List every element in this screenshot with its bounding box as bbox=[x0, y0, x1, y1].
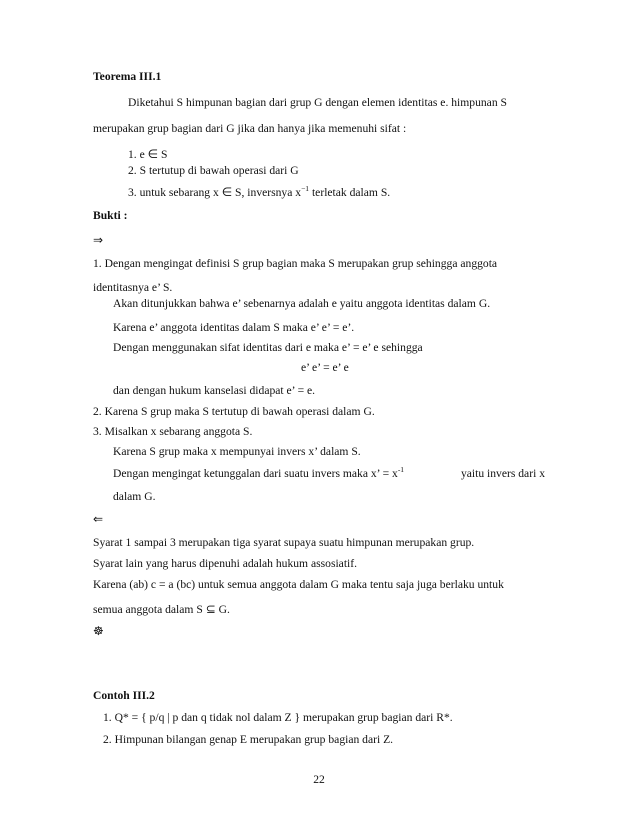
converse-line-1: Syarat 1 sampai 3 merupakan tiga syarat supaya suatu himpunan merupakan grup. bbox=[93, 536, 475, 549]
proof-equation: e’ e’ = e’ e bbox=[301, 361, 349, 374]
proof-step-3b-suffix: yaitu invers dari x bbox=[460, 467, 545, 480]
forward-arrow-icon: ⇒ bbox=[93, 233, 104, 247]
element-of-symbol: ∈ bbox=[221, 185, 233, 199]
condition-2: 2. S tertutup di bawah operasi dari G bbox=[128, 164, 299, 177]
proof-step-3b-text bbox=[113, 467, 404, 481]
condition-3-text: 3. untuk sebarang x bbox=[128, 186, 222, 199]
condition-1-suffix: S bbox=[158, 148, 168, 161]
end-of-proof-icon: ☸ bbox=[93, 624, 104, 638]
proof-step-2: 2. Karena S grup maka S tertutup di bawah operasi dalam G. bbox=[93, 405, 375, 418]
proof-step-1c: Akan ditunjukkan bahwa e’ sebenarnya adalah e yaitu anggota identitas dalam G. bbox=[113, 297, 491, 310]
converse-line-4-suffix: G. bbox=[215, 603, 230, 616]
subset-symbol: ⊆ bbox=[205, 602, 216, 616]
condition-3 bbox=[128, 185, 390, 200]
proof-step-1e: Dengan menggunakan sifat identitas dari e maka e’ = e’ e sehingga bbox=[113, 341, 423, 354]
converse-line-3: Karena (ab) c = a (bc) untuk semua anggota dalam G maka tentu saja juga berlaku untuk bbox=[93, 578, 504, 591]
proof-step-1g: dan dengan hukum kanselasi didapat e’ = e. bbox=[113, 384, 316, 397]
proof-step-1a: 1. Dengan mengingat definisi S grup bagian maka S merupakan grup sehingga anggota bbox=[93, 257, 498, 270]
proof-step-1d: Karena e’ anggota identitas dalam S maka e’ e’ = e’. bbox=[113, 321, 355, 334]
proof-step-3: 3. Misalkan x sebarang anggota S. bbox=[93, 425, 253, 438]
condition-1 bbox=[128, 147, 167, 162]
backward-arrow-icon: ⇐ bbox=[93, 512, 104, 526]
example-item-2: 2. Himpunan bilangan genap E merupakan grup bagian dari Z. bbox=[103, 733, 394, 746]
inverse-exponent: −1 bbox=[301, 184, 310, 193]
example-item-1: 1. Q* = { p/q | p dan q tidak nol dalam Z } merupakan grup bagian dari R*. bbox=[103, 711, 453, 724]
element-of-symbol: ∈ bbox=[147, 147, 159, 161]
condition-1-text: 1. e bbox=[128, 148, 148, 161]
condition-3-suffix: terletak dalam S. bbox=[309, 186, 391, 199]
page-number: 22 bbox=[313, 773, 325, 786]
proof-step-3b bbox=[113, 467, 545, 481]
proof-step-3a: Karena S grup maka x mempunyai invers x’ dalam S. bbox=[113, 445, 361, 458]
proof-step-3b-prefix: Dengan mengingat ketunggalan dari suatu invers maka x’ = x bbox=[113, 467, 398, 480]
theorem-intro-line-2: merupakan grup bagian dari G jika dan hanya jika memenuhi sifat : bbox=[93, 122, 407, 135]
theorem-intro-line-1: Diketahui S himpunan bagian dari grup G dengan elemen identitas e. himpunan S bbox=[128, 96, 507, 109]
condition-3-mid: S, inversnya x bbox=[232, 186, 302, 199]
inverse-exponent: -1 bbox=[397, 465, 405, 474]
proof-step-3c: dalam G. bbox=[113, 490, 156, 503]
converse-line-4-text: semua anggota dalam S bbox=[93, 603, 206, 616]
theorem-heading: Teorema III.1 bbox=[93, 70, 162, 83]
proof-heading: Bukti : bbox=[93, 209, 128, 222]
example-heading: Contoh III.2 bbox=[93, 689, 155, 702]
converse-line-4 bbox=[93, 602, 230, 617]
proof-step-1b: identitasnya e’ S. bbox=[93, 281, 173, 294]
converse-line-2: Syarat lain yang harus dipenuhi adalah hukum assosiatif. bbox=[93, 557, 358, 570]
